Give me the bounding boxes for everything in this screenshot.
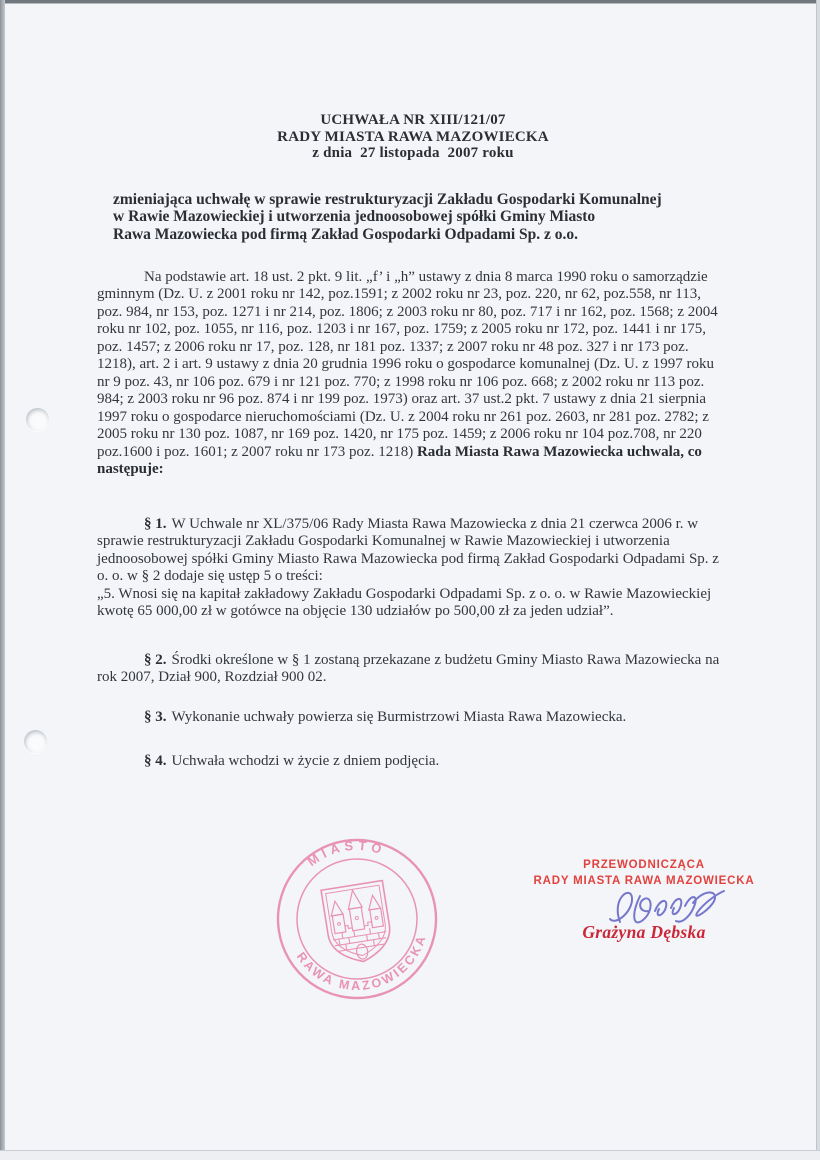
signature-block bbox=[518, 858, 770, 943]
document-subject bbox=[97, 191, 729, 244]
preamble-enacting-clause: Rada Miasta Rawa Mazowiecka uchwala, co następuje: bbox=[97, 443, 702, 478]
legal-preamble bbox=[97, 269, 729, 479]
section-paragraph-3 bbox=[97, 709, 729, 727]
section-label: § 3. bbox=[144, 708, 167, 725]
document-body bbox=[97, 105, 729, 771]
city-seal-stamp bbox=[272, 834, 442, 1004]
title-council-name: RADY MIASTA RAWA MAZOWIECKA bbox=[277, 128, 549, 145]
section-label: § 1. bbox=[144, 515, 167, 532]
section-paragraph-4 bbox=[97, 753, 729, 771]
scan-edge-bottom bbox=[0, 1150, 820, 1160]
stamp-bottom-text: RAWA MAZOWIECKA bbox=[293, 932, 430, 994]
subject-line: Rawa Mazowiecka pod firmą Zakład Gospodarki Odpadami Sp. z o.o. bbox=[113, 225, 579, 243]
hole-punch-top bbox=[26, 408, 49, 431]
section-label: § 4. bbox=[144, 753, 167, 770]
coat-of-arms-shield bbox=[321, 881, 394, 967]
section-label: § 2. bbox=[144, 651, 167, 668]
section-text: W Uchwale nr XL/375/06 Rady Miasta Rawa Mazowiecka z dnia 21 czerwca 2006 r. w sprawie restrukturyzacji Zakładu Gospodarki Komunalnej w Rawie Mazowieckiej i utworzenia jednoosobowej spółki Gminy Miasto Rawa Mazowiecka pod firmą Zakład Gospodarki Odpadami Sp. z o. o. w § 2 dodaje się ustęp 5 o treści: bbox=[97, 515, 719, 585]
title-date: z dnia 27 listopada 2007 roku bbox=[312, 145, 514, 162]
stamp-top-text: MIASTO bbox=[304, 837, 388, 870]
section-quoted-provision: „5. Wnosi się na kapitał zakładowy Zakładu Gospodarki Odpadami Sp. z o. o. w Rawie Mazowieckiej kwotę 65 000,00 zł w gotówce na objęcie 130 udziałów po 500,00 zł za jeden udział”. bbox=[97, 585, 712, 620]
subject-line: w Rawie Mazowieckiej i utworzenia jednoosobowej spółki Gminy Miasto bbox=[113, 208, 596, 226]
signer-role-line1: PRZEWODNICZĄCA bbox=[583, 859, 705, 871]
signer-name: Grażyna Dębska bbox=[582, 922, 706, 942]
scan-edge-left bbox=[0, 0, 5, 1160]
hole-punch-bottom bbox=[24, 730, 47, 753]
city-seal-icon bbox=[272, 834, 442, 1004]
scan-edge-right bbox=[816, 0, 820, 1160]
preamble-text: Na podstawie art. 18 ust. 2 pkt. 9 lit. „f’ i „h” ustawy z dnia 8 marca 1990 roku o samorządzie gminnym (Dz. U. z 2001 roku nr 142, poz.1591; z 2002 roku nr 23, poz. 220, nr 62, poz.558, nr 113, poz. 984, nr 153, poz. 1271 i nr 214, poz. 1806; z 2003 roku nr 80, poz. 717 i nr 162, poz. 1568; z 2004 roku nr 102, poz. 1055, nr 116, poz. 1203 i nr 167, poz. 1759; z 2005 roku nr 172, poz. 1441 i nr 175, poz. 1457; z 2006 roku nr 17, poz. 128, nr 181 poz. 1337; z 2007 roku nr 48 poz. 327 i nr 173 poz. 1218), art. 2 i art. 9 ustawy z dnia 20 grudnia 1996 roku o gospodarce komunalnej (Dz. U. z 1997 roku nr 9 poz. 43, nr 106 poz. 679 i nr 121 poz. 770; z 1998 roku nr 106 poz. 668; z 2002 roku nr 113 poz. 984; z 2003 roku nr 96 poz. 874 i nr 199 poz. 1973) oraz art. 37 ust.2 pkt. 7 ustawy z dnia 21 sierpnia 1997 roku o gospodarce nieruchomościami (Dz. U. z 2004 roku nr 261 poz. 2603, nr 281 poz. 2782; z 2005 roku nr 130 poz. 1087, nr 169 poz. 1420, nr 175 poz. 1459; z 2006 roku nr 104 poz.708, nr 220 poz.1600 i poz. 1601; z 2007 roku nr 173 poz. 1218) bbox=[97, 268, 718, 460]
section-text: Środki określone w § 1 zostaną przekazane z budżetu Gminy Miasto Rawa Mazowiecka na rok 2007, Dział 900, Rozdział 900 02. bbox=[97, 651, 720, 686]
title-resolution-number: UCHWAŁA NR XIII/121/07 bbox=[320, 112, 506, 128]
document-title bbox=[97, 105, 729, 162]
subject-line: zmieniająca uchwałę w sprawie restrukturyzacji Zakładu Gospodarki Komunalnej bbox=[113, 190, 662, 208]
section-paragraph-1 bbox=[97, 516, 729, 621]
svg-text:MIASTO bbox=[303, 834, 390, 870]
section-paragraph-2 bbox=[97, 652, 729, 687]
section-text: Wykonanie uchwały powierza się Burmistrzowi Miasta Rawa Mazowiecka. bbox=[171, 708, 627, 725]
signer-role-line2: RADY MIASTA RAWA MAZOWIECKA bbox=[533, 874, 755, 887]
section-text: Uchwała wchodzi w życie z dniem podjęcia. bbox=[171, 753, 440, 770]
scan-edge-top-shadow bbox=[0, 3, 820, 4]
